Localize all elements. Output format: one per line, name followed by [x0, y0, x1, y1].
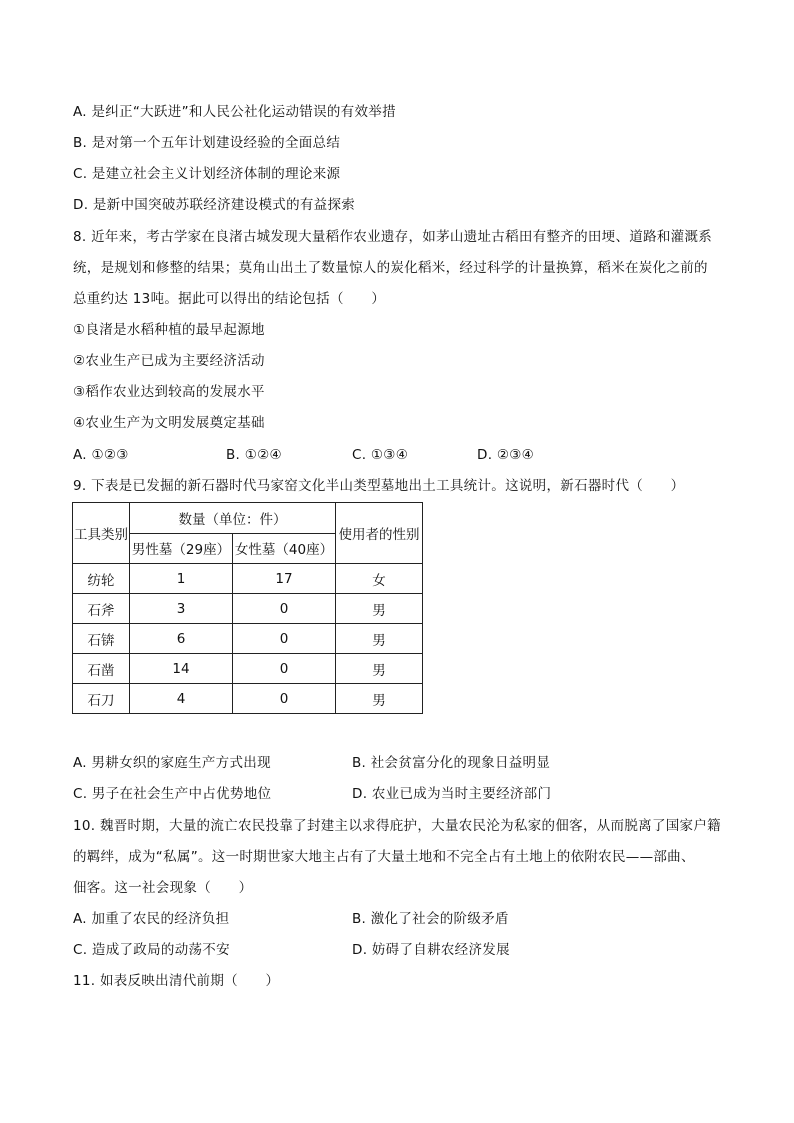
- tool-statistics-table: [72, 502, 423, 714]
- cell-male: 1: [130, 564, 233, 594]
- q9-option-b: B. 社会贫富分化的现象日益明显: [352, 755, 551, 771]
- q8-option-d: D. ②③④: [477, 447, 535, 463]
- cell-user: 男: [336, 594, 423, 624]
- cell-male: 14: [130, 654, 233, 684]
- cell-male: 3: [130, 594, 233, 624]
- table-row: [73, 654, 423, 684]
- q7-option-a: A. 是纠正“大跃进”和人民公社化运动错误的有效举措: [73, 104, 396, 120]
- q8-stem-line3: 总重约达 13吨。据此可以得出的结论包括（ ）: [73, 291, 386, 307]
- q7-option-c: C. 是建立社会主义计划经济体制的理论来源: [73, 166, 341, 182]
- table-header-male: 男性墓（29座）: [130, 533, 233, 564]
- q8-item-4: ④农业生产为文明发展奠定基础: [73, 415, 265, 431]
- q10-option-a: A. 加重了农民的经济负担: [73, 911, 230, 927]
- q7-option-b: B. 是对第一个五年计划建设经验的全面总结: [73, 135, 341, 151]
- table-header-female: 女性墓（40座）: [233, 533, 336, 564]
- table-header-count: 数量（单位：件）: [130, 503, 336, 534]
- cell-type: 石锛: [73, 624, 130, 654]
- q10-stem-line2: 的羁绊，成为“私属”。这一时期世家大地主占有了大量土地和不完全占有土地上的依附农民——部曲、: [73, 849, 695, 865]
- cell-user: 女: [336, 564, 423, 594]
- table-header-type: 工具类别: [73, 503, 130, 564]
- cell-type: 石斧: [73, 594, 130, 624]
- q8-stem-line1: 8. 近年来，考古学家在良渚古城发现大量稻作农业遗存，如茅山遗址古稻田有整齐的田埂、道路和灌溉系: [73, 229, 713, 245]
- q10-option-d: D. 妨碍了自耕农经济发展: [352, 942, 510, 958]
- cell-female: 17: [233, 564, 336, 594]
- cell-type: 纺轮: [73, 564, 130, 594]
- table-row: [73, 684, 423, 714]
- q8-item-2: ②农业生产已成为主要经济活动: [73, 353, 265, 369]
- q7-option-d: D. 是新中国突破苏联经济建设模式的有益探索: [73, 197, 356, 213]
- q9-stem: 9. 下表是已发掘的新石器时代马家窑文化半山类型墓地出土工具统计。这说明，新石器时代（ ）: [73, 478, 685, 494]
- cell-type: 石凿: [73, 654, 130, 684]
- q8-option-b: B. ①②④: [226, 447, 282, 463]
- table-row: [73, 564, 423, 594]
- cell-female: 0: [233, 654, 336, 684]
- q9-option-a: A. 男耕女织的家庭生产方式出现: [73, 755, 271, 771]
- q9-option-d: D. 农业已成为当时主要经济部门: [352, 786, 552, 802]
- cell-type: 石刀: [73, 684, 130, 714]
- cell-user: 男: [336, 684, 423, 714]
- q11-stem: 11. 如表反映出清代前期（ ）: [73, 973, 280, 989]
- q8-stem-line2: 统，是规划和修整的结果；莫角山出土了数量惊人的炭化稻米，经过科学的计量换算，稻米在炭化之前的: [73, 260, 708, 276]
- cell-user: 男: [336, 624, 423, 654]
- q10-stem-line1: 10. 魏晋时期，大量的流亡农民投靠了封建主以求得庇护，大量农民沦为私家的佃客，从而脱离了国家户籍: [73, 818, 721, 834]
- table-row: [73, 624, 423, 654]
- cell-male: 4: [130, 684, 233, 714]
- q8-option-a: A. ①②③: [73, 447, 129, 463]
- q10-option-c: C. 造成了政局的动荡不安: [73, 942, 230, 958]
- q8-item-1: ①良渚是水稻种植的最早起源地: [73, 322, 265, 338]
- q8-option-c: C. ①③④: [352, 447, 409, 463]
- cell-female: 0: [233, 684, 336, 714]
- cell-user: 男: [336, 654, 423, 684]
- q9-option-c: C. 男子在社会生产中占优势地位: [73, 786, 272, 802]
- q8-item-3: ③稻作农业达到较高的发展水平: [73, 384, 265, 400]
- table-row: [73, 594, 423, 624]
- table-header-user: 使用者的性别: [336, 503, 423, 564]
- cell-female: 0: [233, 624, 336, 654]
- cell-male: 6: [130, 624, 233, 654]
- q10-option-b: B. 激化了社会的阶级矛盾: [352, 911, 509, 927]
- q10-stem-line3: 佃客。这一社会现象（ ）: [73, 880, 253, 896]
- cell-female: 0: [233, 594, 336, 624]
